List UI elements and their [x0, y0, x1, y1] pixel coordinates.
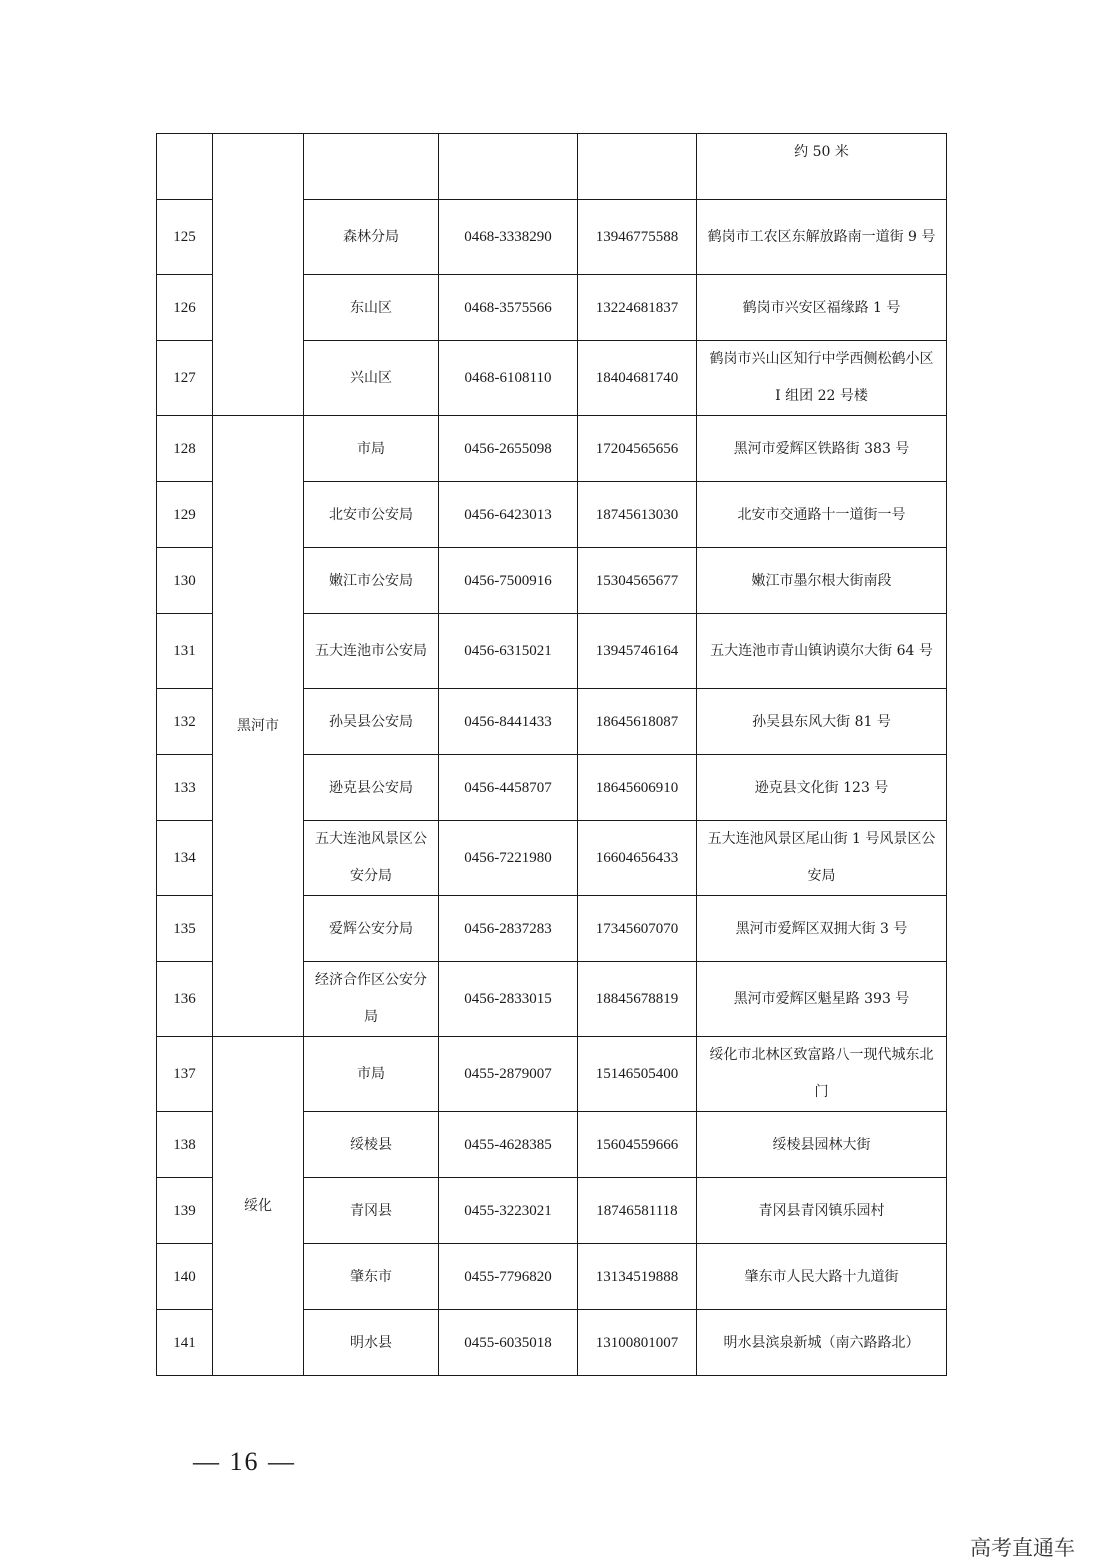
row-number: 137	[157, 1037, 213, 1112]
mobile-cell: 13134519888	[578, 1244, 697, 1310]
row-number: 132	[157, 689, 213, 755]
address-cell: 绥棱县园林大街	[697, 1112, 947, 1178]
row-number: 135	[157, 896, 213, 962]
address-cell: 孙吴县东风大街 81 号	[697, 689, 947, 755]
address-cell: 绥化市北林区致富路八一现代城东北门	[697, 1037, 947, 1112]
unit-cell: 北安市公安局	[304, 482, 439, 548]
phone-cell: 0456-8441433	[439, 689, 578, 755]
watermark: 高考直通车	[970, 1536, 1075, 1560]
row-number: 140	[157, 1244, 213, 1310]
mobile-cell: 18745613030	[578, 482, 697, 548]
address-cell: 五大连池风景区尾山街 1 号风景区公安局	[697, 821, 947, 896]
address-cell: 五大连池市青山镇讷谟尔大街 64 号	[697, 614, 947, 689]
phone-cell: 0455-7796820	[439, 1244, 578, 1310]
phone-cell: 0456-6315021	[439, 614, 578, 689]
unit-cell: 绥棱县	[304, 1112, 439, 1178]
row-number: 127	[157, 341, 213, 416]
row-number: 136	[157, 962, 213, 1037]
table-row	[157, 1037, 947, 1112]
phone-cell: 0468-6108110	[439, 341, 578, 416]
unit-cell: 嫩江市公安局	[304, 548, 439, 614]
row-number: 138	[157, 1112, 213, 1178]
mobile-cell: 17204565656	[578, 416, 697, 482]
unit-cell: 森林分局	[304, 200, 439, 275]
city-cell-heihe: 黑河市	[213, 416, 304, 1037]
phone-cell: 0456-6423013	[439, 482, 578, 548]
unit-cell: 市局	[304, 1037, 439, 1112]
address-cell: 约 50 米	[697, 134, 947, 200]
unit-cell: 兴山区	[304, 341, 439, 416]
phone-cell: 0456-2837283	[439, 896, 578, 962]
address-cell: 肇东市人民大路十九道街	[697, 1244, 947, 1310]
city-cell	[213, 134, 304, 416]
mobile-cell: 13224681837	[578, 275, 697, 341]
phone-cell: 0456-7500916	[439, 548, 578, 614]
unit-cell: 孙吴县公安局	[304, 689, 439, 755]
mobile-cell: 18645618087	[578, 689, 697, 755]
mobile-cell: 18645606910	[578, 755, 697, 821]
address-cell: 鹤岗市兴山区知行中学西侧松鹤小区 I 组团 22 号楼	[697, 341, 947, 416]
row-number: 125	[157, 200, 213, 275]
unit-cell: 经济合作区公安分局	[304, 962, 439, 1037]
mobile-cell: 15146505400	[578, 1037, 697, 1112]
row-number: 133	[157, 755, 213, 821]
address-cell: 青冈县青冈镇乐园村	[697, 1178, 947, 1244]
mobile-cell: 13100801007	[578, 1310, 697, 1376]
phone-cell: 0455-6035018	[439, 1310, 578, 1376]
table-row	[157, 416, 947, 482]
phone-cell: 0468-3575566	[439, 275, 578, 341]
mobile-cell: 18404681740	[578, 341, 697, 416]
row-number: 130	[157, 548, 213, 614]
unit-cell: 肇东市	[304, 1244, 439, 1310]
address-cell: 黑河市爱辉区双拥大街 3 号	[697, 896, 947, 962]
unit-cell: 明水县	[304, 1310, 439, 1376]
row-number: 126	[157, 275, 213, 341]
phone-cell: 0455-2879007	[439, 1037, 578, 1112]
address-cell: 逊克县文化街 123 号	[697, 755, 947, 821]
unit-cell: 逊克县公安局	[304, 755, 439, 821]
row-number: 139	[157, 1178, 213, 1244]
row-number: 131	[157, 614, 213, 689]
address-cell: 鹤岗市工农区东解放路南一道街 9 号	[697, 200, 947, 275]
address-cell: 嫩江市墨尔根大街南段	[697, 548, 947, 614]
address-cell: 明水县滨泉新城（南六路路北）	[697, 1310, 947, 1376]
row-number: 129	[157, 482, 213, 548]
phone-cell: 0456-2655098	[439, 416, 578, 482]
phone-cell: 0456-7221980	[439, 821, 578, 896]
unit-cell: 青冈县	[304, 1178, 439, 1244]
phone-cell: 0456-4458707	[439, 755, 578, 821]
address-cell: 鹤岗市兴安区福缘路 1 号	[697, 275, 947, 341]
mobile-cell: 18746581118	[578, 1178, 697, 1244]
mobile-cell: 16604656433	[578, 821, 697, 896]
police-contact-table	[156, 133, 947, 1376]
phone-cell: 0455-3223021	[439, 1178, 578, 1244]
table-row	[157, 134, 947, 200]
mobile-cell: 15604559666	[578, 1112, 697, 1178]
mobile-cell: 15304565677	[578, 548, 697, 614]
address-cell: 北安市交通路十一道街一号	[697, 482, 947, 548]
mobile-cell: 17345607070	[578, 896, 697, 962]
mobile-cell: 18845678819	[578, 962, 697, 1037]
phone-cell: 0456-2833015	[439, 962, 578, 1037]
row-number: 141	[157, 1310, 213, 1376]
mobile-cell: 13945746164	[578, 614, 697, 689]
row-number: 134	[157, 821, 213, 896]
unit-cell: 五大连池风景区公安分局	[304, 821, 439, 896]
row-number: 128	[157, 416, 213, 482]
unit-cell: 市局	[304, 416, 439, 482]
city-cell-suihua: 绥化	[213, 1037, 304, 1376]
mobile-cell: 13946775588	[578, 200, 697, 275]
address-cell: 黑河市爱辉区魁星路 393 号	[697, 962, 947, 1037]
phone-cell: 0455-4628385	[439, 1112, 578, 1178]
unit-cell: 五大连池市公安局	[304, 614, 439, 689]
address-cell: 黑河市爱辉区铁路街 383 号	[697, 416, 947, 482]
phone-cell: 0468-3338290	[439, 200, 578, 275]
page-number: — 16 —	[193, 1447, 296, 1476]
unit-cell: 爱辉公安分局	[304, 896, 439, 962]
unit-cell: 东山区	[304, 275, 439, 341]
